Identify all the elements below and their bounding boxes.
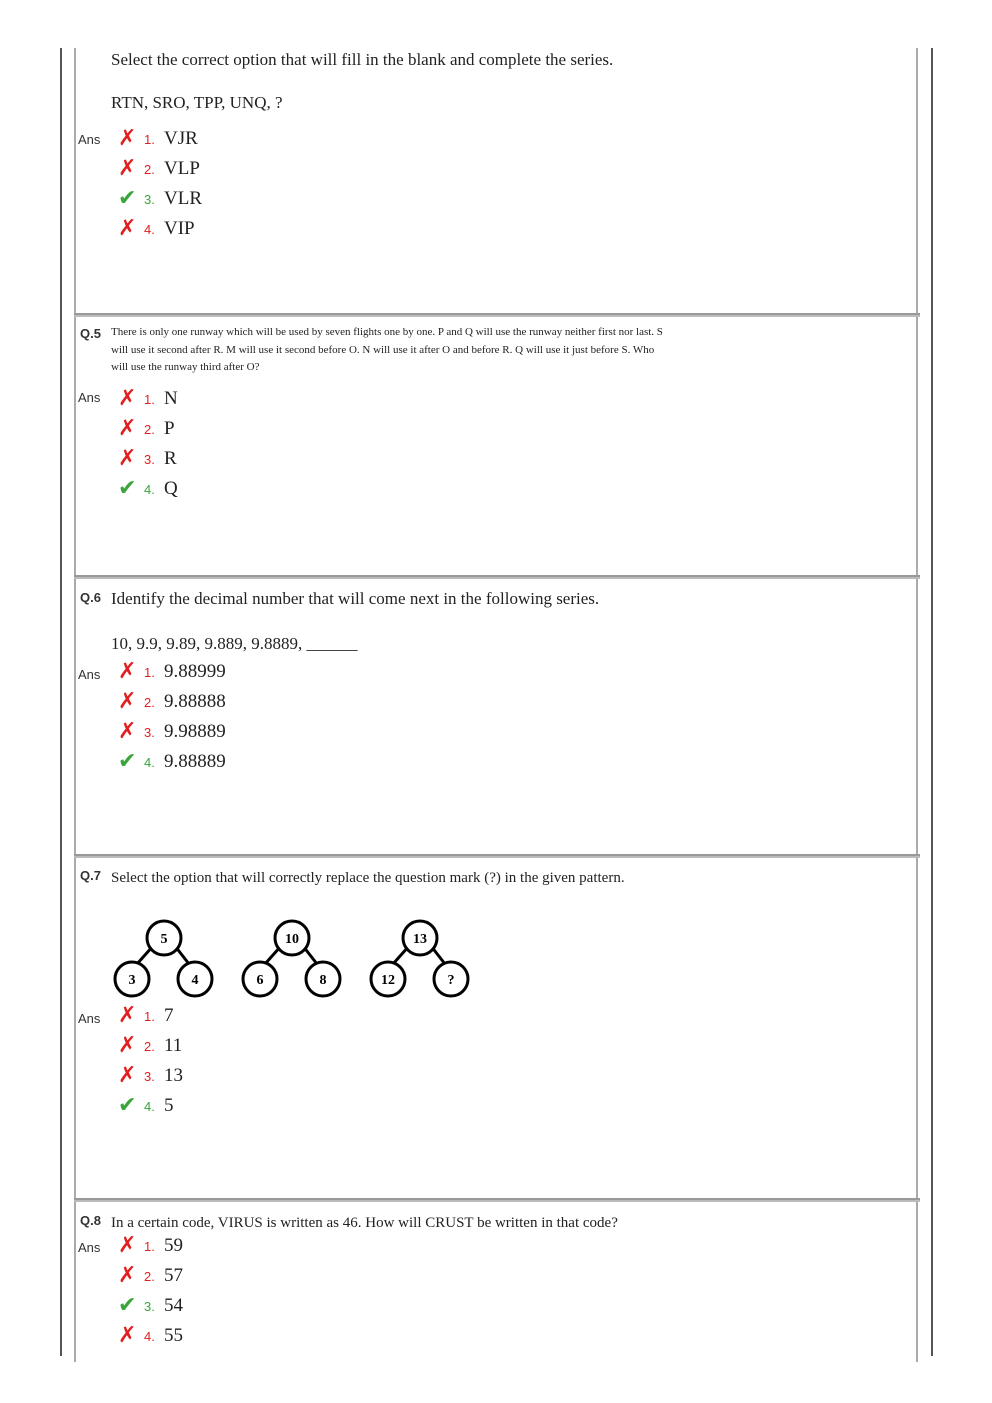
- option-text: 54: [164, 1295, 183, 1316]
- option-number: 1.: [144, 1238, 155, 1254]
- cross-icon: ✗: [118, 216, 137, 241]
- option-number: 3.: [144, 451, 155, 467]
- cross-icon: ✗: [118, 1323, 137, 1348]
- answer-option: [118, 445, 177, 473]
- option-number: 1.: [144, 664, 155, 680]
- cross-icon: ✗: [118, 1233, 137, 1258]
- answer-option: [118, 688, 226, 716]
- question-block: [74, 48, 918, 313]
- question-block: [74, 317, 918, 577]
- option-number: 2.: [144, 1038, 155, 1054]
- option-number: 2.: [144, 694, 155, 710]
- option-text: 9.88888: [164, 691, 226, 712]
- answer-option: [118, 475, 178, 503]
- answer-option: [118, 1032, 182, 1060]
- answer-option: [118, 215, 195, 243]
- question-text: In a certain code, VIRUS is written as 46. How will CRUST be written in that code?: [111, 1215, 618, 1231]
- answer-option: [118, 185, 202, 213]
- cross-icon: ✗: [118, 659, 137, 684]
- node-value: 8: [319, 973, 327, 988]
- option-number: 3.: [144, 1068, 155, 1084]
- option-text: 57: [164, 1265, 183, 1286]
- option-text: R: [164, 448, 177, 469]
- node-value: 5: [160, 932, 168, 947]
- question-text: Select the option that will correctly replace the question mark (?) in the given pattern.: [111, 870, 625, 886]
- question-text: There is only one runway which will be used by seven flights one by one. P and Q will use the runway neither first nor last. S will use it second after R. M will use it second before O. N will use it after O and before R. Q will use it just before S. Who will use the runway third after O?: [111, 326, 663, 373]
- pattern-tree: [371, 921, 468, 996]
- question-number: Q.8: [80, 1213, 101, 1228]
- option-number: 4.: [144, 754, 155, 770]
- node-value: 12: [381, 973, 395, 988]
- pattern-figure: [111, 916, 511, 1006]
- answer-option: [118, 658, 226, 686]
- answer-option: [118, 1092, 174, 1120]
- question-series: 10, 9.9, 9.89, 9.889, 9.8889, ______: [111, 634, 358, 653]
- question-block: [74, 1202, 918, 1362]
- node-value: 13: [413, 932, 427, 947]
- option-text: VLR: [164, 188, 202, 209]
- option-text: 9.88889: [164, 751, 226, 772]
- option-number: 3.: [144, 191, 155, 207]
- question-number: Q.7: [80, 868, 101, 883]
- ans-label: Ans: [78, 1240, 101, 1255]
- answer-option: [118, 1262, 183, 1290]
- cross-icon: ✗: [118, 446, 137, 471]
- option-number: 4.: [144, 1328, 155, 1344]
- cross-icon: ✗: [118, 719, 137, 744]
- node-value: 3: [128, 973, 136, 988]
- cross-icon: ✗: [118, 1033, 137, 1058]
- option-text: 5: [164, 1095, 174, 1116]
- answer-option: [118, 1322, 183, 1350]
- option-number: 2.: [144, 1268, 155, 1284]
- question-text: Select the correct option that will fill in the blank and complete the series.: [111, 50, 614, 69]
- ans-label: Ans: [78, 667, 101, 682]
- option-number: 3.: [144, 1298, 155, 1314]
- answer-option: [118, 1292, 183, 1320]
- cross-icon: ✗: [118, 416, 137, 441]
- option-text: 11: [164, 1035, 183, 1056]
- answer-option: [118, 1002, 174, 1030]
- check-icon: ✔: [118, 1293, 137, 1318]
- check-icon: ✔: [118, 1093, 137, 1118]
- option-text: VIP: [164, 218, 195, 239]
- cross-icon: ✗: [118, 126, 137, 151]
- question-block: [74, 579, 918, 856]
- option-text: P: [164, 418, 175, 439]
- answer-option: [118, 385, 178, 413]
- option-text: 7: [164, 1005, 174, 1026]
- cross-icon: ✗: [118, 1063, 137, 1088]
- answer-option: [118, 155, 200, 183]
- option-text: VLP: [164, 158, 200, 179]
- answer-option: [118, 415, 175, 443]
- check-icon: ✔: [118, 476, 137, 501]
- question-text: Identify the decimal number that will come next in the following series.: [111, 589, 600, 608]
- answer-option: [118, 748, 226, 776]
- option-number: 1.: [144, 1008, 155, 1024]
- answer-option: [118, 125, 198, 153]
- answer-option: [118, 1062, 183, 1090]
- cross-icon: ✗: [118, 1003, 137, 1028]
- check-icon: ✔: [118, 186, 137, 211]
- ans-label: Ans: [78, 390, 101, 405]
- answer-option: [118, 1232, 183, 1260]
- cross-icon: ✗: [118, 156, 137, 181]
- node-value: 4: [191, 973, 199, 988]
- pattern-tree: [115, 921, 212, 996]
- answer-option: [118, 718, 226, 746]
- check-icon: ✔: [118, 749, 137, 774]
- question-series: RTN, SRO, TPP, UNQ, ?: [111, 93, 283, 112]
- option-text: 13: [164, 1065, 183, 1086]
- ans-label: Ans: [78, 1011, 101, 1026]
- page-border-left: [60, 48, 62, 1356]
- question-number: Q.5: [80, 326, 101, 341]
- option-number: 2.: [144, 421, 155, 437]
- cross-icon: ✗: [118, 386, 137, 411]
- option-number: 4.: [144, 1098, 155, 1114]
- option-text: Q: [164, 478, 178, 499]
- pattern-tree: [243, 921, 340, 996]
- cross-icon: ✗: [118, 689, 137, 714]
- question-block: [74, 858, 918, 1200]
- option-text: 55: [164, 1325, 183, 1346]
- node-value: 10: [285, 932, 299, 947]
- option-number: 3.: [144, 724, 155, 740]
- option-number: 1.: [144, 131, 155, 147]
- option-text: 9.88999: [164, 661, 226, 682]
- option-number: 4.: [144, 481, 155, 497]
- ans-label: Ans: [78, 132, 101, 147]
- option-text: 59: [164, 1235, 183, 1256]
- question-number: Q.6: [80, 590, 101, 605]
- node-value: ?: [447, 973, 455, 988]
- option-text: 9.98889: [164, 721, 226, 742]
- option-number: 4.: [144, 221, 155, 237]
- option-text: VJR: [164, 128, 198, 149]
- page-border-right: [931, 48, 933, 1356]
- option-text: N: [164, 388, 178, 409]
- node-value: 6: [256, 973, 264, 988]
- cross-icon: ✗: [118, 1263, 137, 1288]
- option-number: 1.: [144, 391, 155, 407]
- option-number: 2.: [144, 161, 155, 177]
